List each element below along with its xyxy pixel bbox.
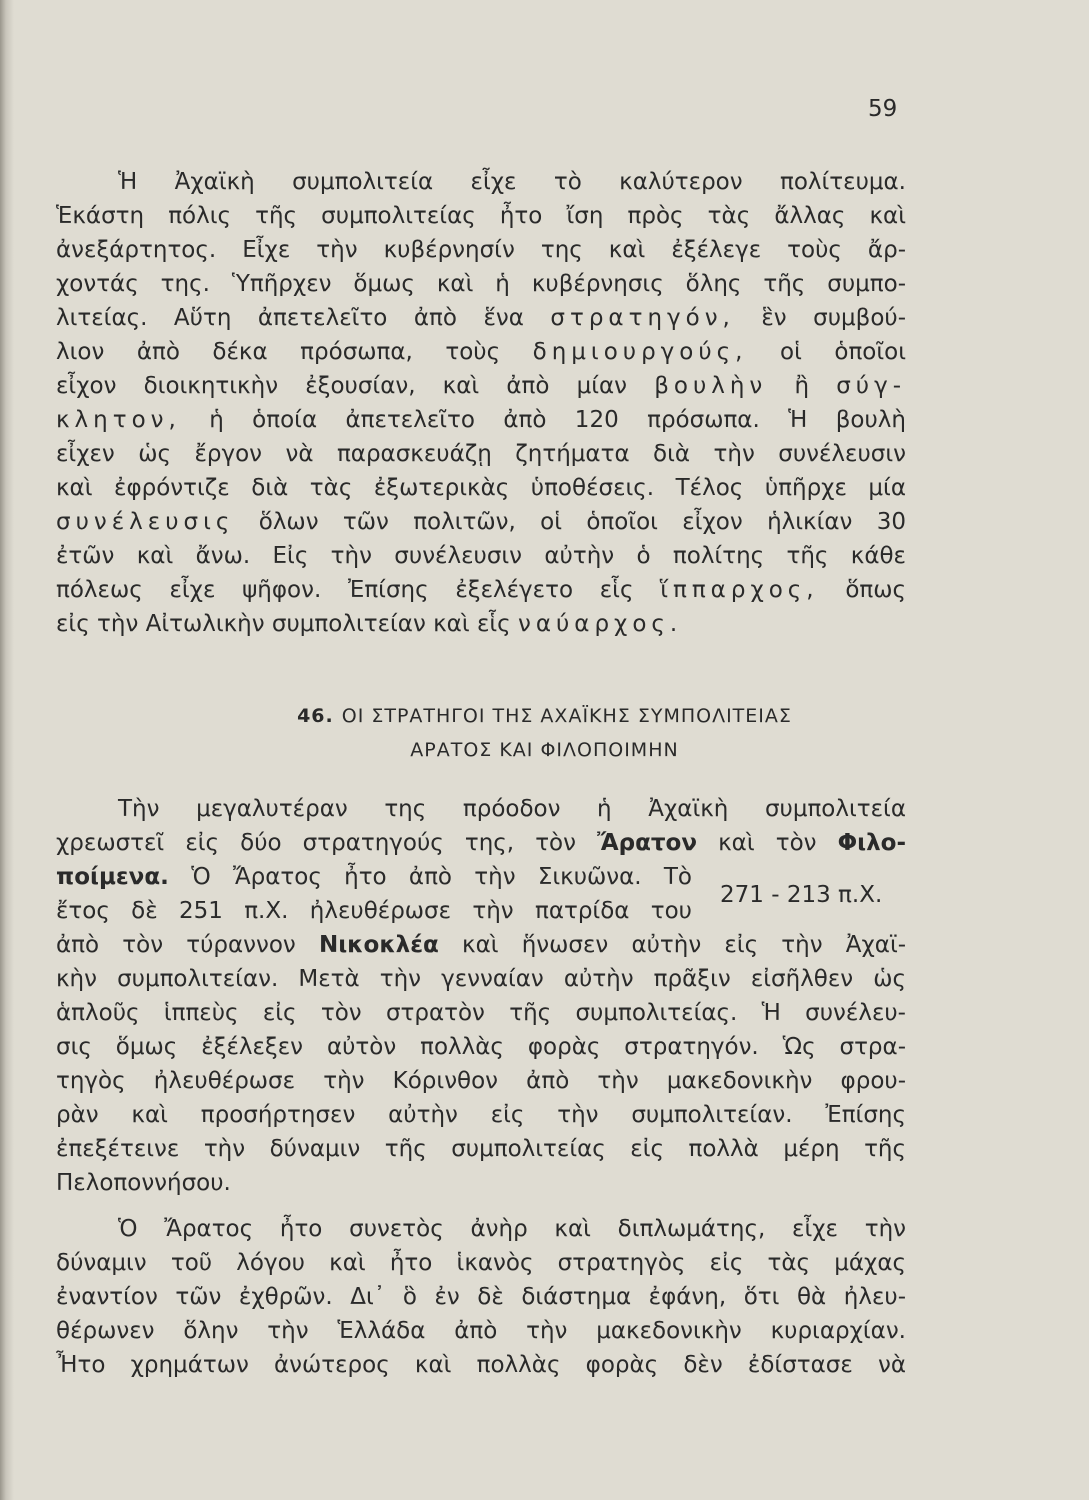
paragraph2-line: ἐπεξέτεινε τὴν δύναμιν τῆς συμπολιτείας εἰς πολλὰ μέρη τῆς [56,1136,906,1162]
paragraph3-line: δύναμιν τοῦ λόγου καὶ ἦτο ἱκανὸς στρατηγὸς εἰς τὰς μάχας [56,1250,906,1276]
name-philopoemen: ποίμενα. [56,864,169,890]
paragraph1-line: λιτείας. Αὕτη ἀπετελεῖτο ἀπὸ ἕνα στρατηγόν, ἓν συμβού- [56,305,907,331]
page-number: 59 [868,96,898,122]
paragraph1-line: λιον ἀπὸ δέκα πρόσωπα, τοὺς δημιουργούς, οἱ ὁποῖοι [56,339,907,365]
paragraph2-line: Τὴν μεγαλυτέραν της πρόοδον ἡ Ἀχαϊκὴ συμπολιτεία [118,796,906,822]
spaced-term: συνέλευσις [56,509,235,535]
spaced-term: ναύαρχος. [517,611,683,637]
name-nikokles: Νικοκλέα [318,932,439,958]
spaced-term: στρατηγόν, [550,305,735,331]
name-aratos: Ἄρατον [597,830,698,856]
paragraph1-line: εἶχεν ὡς ἔργον νὰ παρασκευάζῃ ζητήματα διὰ τὴν συνέλευσιν [56,441,906,467]
section-heading: 46. ΟΙ ΣΤΡΑΤΗΓΟΙ ΤΗΣ ΑΧΑΪΚΗΣ ΣΥΜΠΟΛΙΤΕΙΑΣ [297,705,792,727]
paragraph2-line: χρεωστεῖ εἰς δύο στρατηγούς της, τὸν Ἄρατον καὶ τὸν Φιλο- [56,830,907,856]
paragraph1-line: ἐτῶν καὶ ἄνω. Εἰς τὴν συνέλευσιν αὐτὴν ὁ πολίτης τῆς κάθε [56,543,906,569]
paragraph2-line: σις ὅμως ἐξέλεξεν αὐτὸν πολλὰς φορὰς στρατηγόν. Ὡς στρα- [56,1034,906,1060]
spaced-term: σύγ- [836,373,907,399]
paragraph1-line: πόλεως εἶχε ψῆφον. Ἐπίσης ἐξελέγετο εἷς ἵππαρχος, ὅπως [56,577,907,603]
spaced-term: βουλὴν [654,373,768,399]
paragraph1-line: χοντάς της. Ὑπῆρχεν ὅμως καὶ ἡ κυβέρνησις ὅλης τῆς συμπο- [56,271,906,297]
spaced-term: κλητον, [56,407,181,433]
paragraph2-line: ποίμενα. Ὁ Ἄρατος ἦτο ἀπὸ τὴν Σικυῶνα. Τὸ [56,864,693,890]
paragraph1-line: Ἑκάστη πόλις τῆς συμπολιτείας ἦτο ἴση πρὸς τὰς ἄλλας καὶ [56,203,906,229]
paragraph2-line: Πελοποννήσου. [56,1170,231,1196]
paragraph2-line: κὴν συμπολιτείαν. Μετὰ τὴν γενναίαν αὐτὴν πρᾶξιν εἰσῆλθεν ὡς [56,966,906,992]
paragraph1-line: καὶ ἐφρόντιζε διὰ τὰς ἐξωτερικὰς ὑποθέσεις. Τέλος ὑπῆρχε μία [56,475,906,501]
paragraph2-line: τηγὸς ἠλευθέρωσε τὴν Κόρινθον ἀπὸ τὴν μακεδονικὴν φρου- [56,1068,906,1094]
paragraph3-line: θέρωνεν ὅλην τὴν Ἑλλάδα ἀπὸ τὴν μακεδονικὴν κυριαρχίαν. [56,1318,906,1344]
paragraph1-line: ἀνεξάρτητος. Εἶχε τὴν κυβέρνησίν της καὶ ἐξέλεγε τοὺς ἄρ- [56,237,906,263]
paragraph2-line: ἔτος δὲ 251 π.Χ. ἠλευθέρωσε τὴν πατρίδα του [56,898,692,924]
section-number: 46. [297,705,334,727]
paragraph1-line: συνέλευσις ὅλων τῶν πολιτῶν, οἱ ὁποῖοι εἶχον ἡλικίαν 30 [56,509,906,535]
paragraph1-line: εἰς τὴν Αἰτωλικὴν συμπολιτείαν καὶ εἷς ναύαρχος. [56,611,683,637]
paragraph2-line: ρὰν καὶ προσήρτησεν αὐτὴν εἰς τὴν συμπολιτείαν. Ἐπίσης [56,1102,906,1128]
section-subheading: ΑΡΑΤΟΣ ΚΑΙ ΦΙΛΟΠΟΙΜΗΝ [410,739,679,761]
paragraph3-line: ἐναντίον τῶν ἐχθρῶν. Δι᾽ ὃ ἐν δὲ διάστημα ἐφάνη, ὅτι θὰ ἠλευ- [56,1284,906,1310]
margin-note-dates: 271 - 213 π.Χ. [720,882,883,908]
paragraph1-line: κλητον, ἡ ὁποία ἀπετελεῖτο ἀπὸ 120 πρόσωπα. Ἡ βουλὴ [56,407,906,433]
name-philopoemen: Φιλο- [837,830,907,856]
paragraph1-line: εἶχον διοικητικὴν ἐξουσίαν, καὶ ἀπὸ μίαν βουλὴν ἢ σύγ- [56,373,907,399]
spaced-term: δημιουργούς, [532,339,748,365]
paragraph3-line: Ὁ Ἄρατος ἦτο συνετὸς ἀνὴρ καὶ διπλωμάτης, εἶχε τὴν [118,1216,906,1242]
paragraph2-line: ἁπλοῦς ἱππεὺς εἰς τὸν στρατὸν τῆς συμπολιτείας. Ἡ συνέλευ- [56,1000,906,1026]
paragraph3-line: Ἦτο χρημάτων ἀνώτερος καὶ πολλὰς φορὰς δὲν ἐδίστασε νὰ [56,1352,906,1378]
paragraph2-line: ἀπὸ τὸν τύραννον Νικοκλέα καὶ ἥνωσεν αὐτὴν εἰς τὴν Ἀχαϊ- [56,932,907,958]
spaced-term: ἵππαρχος, [660,577,819,603]
paragraph1-line: Ἡ Ἀχαϊκὴ συμπολιτεία εἶχε τὸ καλύτερον πολίτευμα. [118,169,906,195]
